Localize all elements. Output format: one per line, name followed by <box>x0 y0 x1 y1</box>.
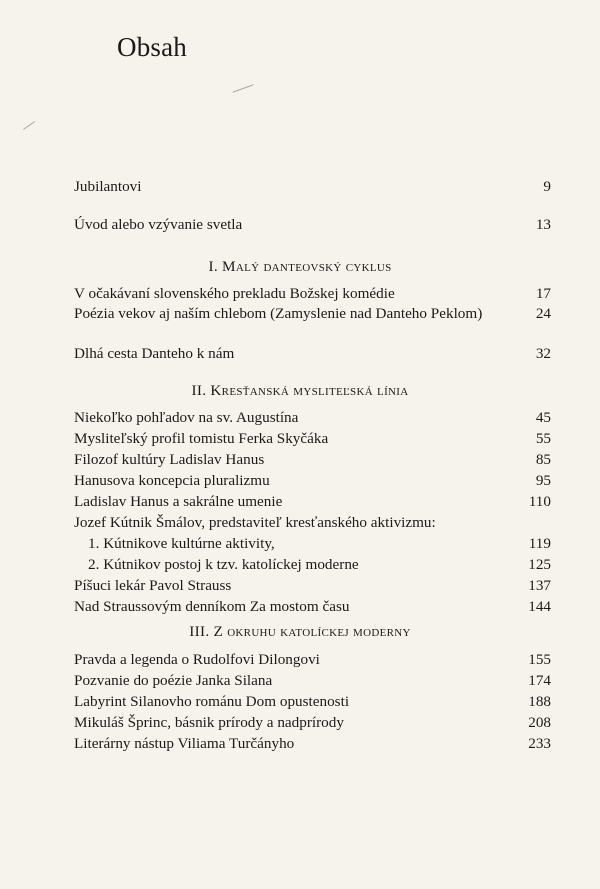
section-heading: II. Kresťanská mysliteľská línia <box>191 382 409 399</box>
toc-entry-title: Pozvanie do poézie Janka Silana <box>74 672 273 689</box>
toc-entry-page: 24 <box>535 305 551 322</box>
toc-entry-title: Filozof kultúry Ladislav Hanus <box>74 451 265 468</box>
toc-entry-title: Ladislav Hanus a sakrálne umenie <box>74 493 283 510</box>
toc-entry[interactable] <box>74 671 551 691</box>
toc-entry[interactable] <box>74 344 551 364</box>
toc-entry-page: 13 <box>535 216 551 233</box>
toc-entry-page: 188 <box>528 693 551 710</box>
toc-entry-page: 208 <box>528 714 551 731</box>
toc-entry[interactable] <box>74 304 551 324</box>
toc-entry-title: V očakávaní slovenského prekladu Božskej komédie <box>74 285 395 302</box>
toc-entry[interactable] <box>88 555 551 575</box>
section-heading: I. Malý danteovský cyklus <box>208 258 392 275</box>
toc-entry[interactable] <box>74 429 551 449</box>
toc-entry-title: Poézia vekov aj naším chlebom (Zamyslenie nad Danteho Peklom) <box>74 305 483 322</box>
toc-entry[interactable] <box>74 597 551 617</box>
toc-entry-title: 2. Kútnikov postoj k tzv. katolíckej moderne <box>88 556 359 573</box>
toc-entry[interactable] <box>88 534 551 554</box>
toc-entry-page: 45 <box>535 409 551 426</box>
toc-entry[interactable] <box>74 408 551 428</box>
toc-entry[interactable] <box>74 576 551 596</box>
toc-entry-title: Labyrint Silanovho románu Dom opustenosti <box>74 693 350 710</box>
toc-entry-page: 85 <box>535 451 551 468</box>
toc-entry[interactable] <box>74 650 551 670</box>
toc-entry-title: Jubilantovi <box>74 178 142 195</box>
toc-entry-page: 125 <box>528 556 551 573</box>
toc-entry-title: Jozef Kútnik Šmálov, predstaviteľ kresťanského aktivizmu: <box>74 514 436 531</box>
toc-entry-page: 144 <box>528 598 551 615</box>
toc-entry-title: Nad Straussovým denníkom Za mostom času <box>74 598 350 615</box>
toc-entry-page: 174 <box>528 672 551 689</box>
toc-entry[interactable] <box>74 513 551 533</box>
toc-entry-title: Píšuci lekár Pavol Strauss <box>74 577 232 594</box>
toc-entry[interactable] <box>74 215 551 235</box>
page-title: Obsah <box>117 32 187 62</box>
toc-entry-page: 137 <box>528 577 551 594</box>
toc-entry[interactable] <box>74 492 551 512</box>
toc-entry-title: Hanusova koncepcia pluralizmu <box>74 472 270 489</box>
toc-entry-page: 17 <box>535 285 551 302</box>
toc-entry[interactable] <box>74 284 551 304</box>
toc-entry-title: 1. Kútnikove kultúrne aktivity, <box>88 535 275 552</box>
toc-entry-title: Mysliteľský profil tomistu Ferka Skyčáka <box>74 430 329 447</box>
toc-entry-title: Niekoľko pohľadov na sv. Augustína <box>74 409 299 426</box>
toc-entry-page: 95 <box>535 472 551 489</box>
toc-entry-title: Dlhá cesta Danteho k nám <box>74 345 235 362</box>
toc-entry[interactable] <box>74 734 551 754</box>
toc-entry-page: 55 <box>535 430 551 447</box>
toc-entry[interactable] <box>74 450 551 470</box>
toc-entry-title: Mikuláš Šprinc, básnik prírody a nadprírody <box>74 714 344 731</box>
toc-entry[interactable] <box>74 692 551 712</box>
toc-entry-page: 9 <box>543 178 551 195</box>
toc-entry-title: Literárny nástup Viliama Turčányho <box>74 735 295 752</box>
toc-entry-title: Úvod alebo vzývanie svetla <box>74 216 243 233</box>
toc-entry[interactable] <box>74 471 551 491</box>
scan-mark <box>23 121 35 130</box>
toc-entry-page: 32 <box>535 345 551 362</box>
toc-entry-title: Pravda a legenda o Rudolfovi Dilongovi <box>74 651 320 668</box>
toc-entry-page: 155 <box>528 651 551 668</box>
toc-entry[interactable] <box>74 177 551 197</box>
section-heading: III. Z okruhu katolíckej moderny <box>189 623 411 640</box>
toc-entry-page: 110 <box>528 493 551 510</box>
toc-entry-page: 233 <box>528 735 551 752</box>
scan-mark <box>232 84 253 92</box>
toc-entry[interactable] <box>74 713 551 733</box>
toc-entry-page: 119 <box>528 535 551 552</box>
